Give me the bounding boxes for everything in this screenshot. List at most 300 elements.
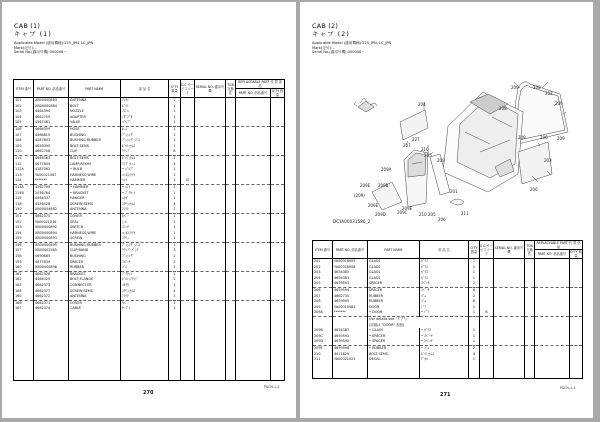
cell-qty: 1 xyxy=(169,306,181,312)
cell-part-no: 4662758 xyxy=(34,149,69,155)
cell-item: 157 xyxy=(14,248,34,254)
cell-part-no: 4654387 xyxy=(333,328,368,334)
cell-qty: 1 xyxy=(469,259,480,265)
parts-table-body xyxy=(14,98,285,381)
cell-qty: 1 xyxy=(469,265,480,271)
cell-qty: 1 xyxy=(169,231,181,237)
cell-qty: 2 xyxy=(469,294,480,300)
cell-jp-name: ﾊﾝｶﾞ xyxy=(121,196,169,202)
cell-part-name: ANTENNA xyxy=(69,98,121,104)
col-jp-name: 部 品 名 xyxy=(121,80,169,98)
svg-text:210: 210 xyxy=(419,212,427,217)
cell-item: 102 xyxy=(14,104,34,110)
cell-item: 116 xyxy=(14,202,34,208)
col-tgb: TGB 互換性 xyxy=(226,80,236,98)
cell-qty: 1 xyxy=(169,162,181,168)
cell-part-no: YA00021023 xyxy=(333,357,368,363)
cell-item: 165 xyxy=(14,294,34,300)
cell-jp-name: ﾊﾝﾏ xyxy=(121,178,169,184)
cell-qty: 1 xyxy=(169,271,181,277)
cell-jp-name: ｺﾞﾑ xyxy=(121,265,169,271)
cell-jp-name: ｺﾈｸﾀ xyxy=(121,283,169,289)
cell-item: 158 xyxy=(14,254,34,260)
cell-part-no: 4659595 xyxy=(333,299,368,305)
cell-part-name: CONNECTOR xyxy=(69,283,121,289)
diagram-code: DCYA00031586_2 xyxy=(333,219,371,224)
cell-jp-name: ﾌﾞﾗｹｯﾄ xyxy=(121,271,169,277)
cell-item: 209A xyxy=(313,310,333,316)
col-tgb: TGB 互換性 xyxy=(525,241,535,259)
svg-text:209C: 209C xyxy=(397,210,408,215)
cell-jp-name: ｶﾞﾗｽ xyxy=(420,270,469,276)
cell-qty: 1 xyxy=(169,115,181,121)
cell-part-no: YA00018908 xyxy=(333,265,368,271)
cell-part-name: GLASS xyxy=(368,259,420,265)
table-filler xyxy=(313,363,583,379)
cell-jp-name: ﾊｰﾈｽ;ﾜｲﾔ xyxy=(121,231,169,237)
cell-item: 209D xyxy=(313,339,333,345)
cell-item: 205 xyxy=(313,281,333,287)
catalog-page-271 xyxy=(300,2,593,418)
cell-part-name: BUSHING xyxy=(69,133,121,139)
cell-item: 107 xyxy=(14,133,34,139)
cell-qty: 6 xyxy=(169,149,181,155)
cell-qty: 1 xyxy=(169,300,181,306)
mark: Mark(記号): - xyxy=(14,45,37,50)
cell-qty: 6 xyxy=(469,287,480,293)
cell-item: 162 xyxy=(14,277,34,283)
cell-part-name: BUSHING xyxy=(69,254,121,260)
cell-jp-name: ﾌﾞｯｼﾝｸﾞ xyxy=(121,133,169,139)
cell-part-name: LAMP;ROOM xyxy=(69,162,121,168)
cell-item: 210 xyxy=(313,352,333,358)
cell-qty: 1 xyxy=(169,167,181,173)
cell-part-name: RUBBER xyxy=(69,265,121,271)
cell-part-no: XB00000884 xyxy=(34,104,69,110)
cell-jp-name: ﾌﾞｯｼﾝｸﾞ;ｺﾞﾑ xyxy=(121,138,169,144)
svg-text:208: 208 xyxy=(499,106,507,111)
cell-part-name: • BULB xyxy=(69,167,121,173)
cab-exploded-diagram xyxy=(300,2,593,242)
section-title-jp: キャブ (1) xyxy=(14,30,52,38)
cell-part-name: VALVE xyxy=(69,120,121,126)
svg-text:209: 209 xyxy=(555,101,563,106)
cell-jp-name: ﾃﾞｶﾙ xyxy=(420,357,469,363)
cell-part-name: SCREW xyxy=(69,236,121,242)
page-code: P0CN-1-2 xyxy=(560,386,576,390)
cell-qty: 1 xyxy=(169,138,181,144)
parts-table xyxy=(13,79,285,381)
cell-item: 109 xyxy=(14,144,34,150)
svg-text:209: 209 xyxy=(511,85,519,90)
cell-part-no: 4287803 xyxy=(34,138,69,144)
cell-part-no: 4662374 xyxy=(34,306,69,312)
cell-part-name: BOLT;SEMS xyxy=(69,155,121,161)
cell-item: 156 xyxy=(14,242,34,248)
cell-part-no: XB00002565 xyxy=(34,248,69,254)
cell-qty: 1 xyxy=(169,184,181,190)
cell-jp-name: • ﾄﾞｱ xyxy=(420,310,469,316)
table-filler xyxy=(14,312,285,381)
cell-jp-name: ｽﾍﾟｰｻ xyxy=(420,287,469,293)
cell-qty: 1 xyxy=(469,310,480,316)
cell-part-no: XB00000895 xyxy=(34,242,69,248)
col-part-name: PART NAME xyxy=(69,80,121,98)
cell-qty: 2 xyxy=(169,219,181,225)
cell-part-no: 4464337 xyxy=(34,196,69,202)
cell-item: 164 xyxy=(14,289,34,295)
cell-part-no: 4658095 xyxy=(34,144,69,150)
cell-part-no: 4411829 xyxy=(333,352,368,358)
section-title-jp: キャブ (2) xyxy=(312,30,350,38)
cell-part-no: 4662373 xyxy=(34,283,69,289)
cell-part-no: XB00000893 xyxy=(34,236,69,242)
cell-item: 153 xyxy=(14,225,34,231)
cell-jp-name: ﾊﾞﾙﾌﾞ xyxy=(121,120,169,126)
cell-part-no: 4662370 xyxy=(34,213,69,219)
svg-text:209E: 209E xyxy=(360,183,371,188)
cell-part-name: ADAPTER xyxy=(69,115,121,121)
cell-part-no: XB00000894 xyxy=(34,231,69,237)
cell-item: 114A xyxy=(14,184,34,190)
cell-part-name: HANGER xyxy=(69,196,121,202)
col-part-no: PART NO. 部品番号 xyxy=(333,241,368,259)
col-item: ITEM 番号 xyxy=(14,80,34,98)
cell-item: 105 xyxy=(14,120,34,126)
parts-table xyxy=(312,240,583,379)
col-qty: Q'TY 数量 xyxy=(169,80,181,98)
cell-part-name: BOLT xyxy=(69,104,121,110)
cell-part-name: • BRACKET xyxy=(69,191,121,197)
cell-part-name: • DOOR xyxy=(368,310,420,316)
cell-qty: 1 xyxy=(169,196,181,202)
cell-part-name: SPACER xyxy=(368,281,420,287)
svg-text:202: 202 xyxy=(545,91,553,96)
cell-qty: 3 xyxy=(169,248,181,254)
catalog-page-270 xyxy=(2,2,296,418)
cell-part-no: 4367481 xyxy=(34,120,69,126)
col-serial: SERIAL NO. 適用号機 xyxy=(195,80,226,98)
cell-item: 161 xyxy=(14,271,34,277)
parts-table-body xyxy=(313,259,583,379)
cell-part-name: (for details see "ドア") xyxy=(368,316,469,322)
cell-item: 209E xyxy=(313,345,333,351)
cell-item: 103 xyxy=(14,109,34,115)
cell-part-no: 4659593 xyxy=(333,281,368,287)
cell-qty: 1 xyxy=(169,191,181,197)
cell-part-name: HARNESS;WIRE xyxy=(69,231,121,237)
cell-item: 159 xyxy=(14,260,34,266)
cell-item: 115 xyxy=(14,196,34,202)
cell-part-name: BUSHING;RUBBER xyxy=(69,242,121,248)
cell-qty: 1 xyxy=(469,270,480,276)
cell-qty: 1 xyxy=(169,144,181,150)
cell-part-no: 4666359 xyxy=(34,126,69,132)
cell-part-no: YA00018909 xyxy=(333,259,368,265)
cell-qty: 1 xyxy=(169,104,181,110)
cell-jp-name: ｺﾞﾑ xyxy=(420,294,469,300)
cell-jp-name: ｹｰﾌﾞﾙ xyxy=(121,306,169,312)
col-rep-part-no: PART NO. 部品番号 xyxy=(236,89,271,98)
page-header xyxy=(14,22,93,55)
cell-jp-name: • ｽﾍﾟｰｻ xyxy=(420,339,469,345)
section-title-en: CAB (2) xyxy=(312,22,339,30)
cell-qty: 1 xyxy=(169,126,181,132)
cell-jp-name: • ｺﾞﾑ xyxy=(420,345,469,351)
cell-part-name: RUBBER xyxy=(368,294,420,300)
cell-jp-name: ﾊｰﾈｽ;ﾜｲﾔ xyxy=(121,173,169,179)
cell-qty: 2 xyxy=(169,254,181,260)
cell-part-name: HOSE xyxy=(69,126,121,132)
svg-text:210: 210 xyxy=(421,147,429,152)
cell-qty: 2 xyxy=(469,281,480,287)
cell-jp-name: ｽﾍﾟｰｻ xyxy=(121,260,169,266)
cell-jp-name: ﾌﾞｯｼﾝｸﾞ;ｺﾞﾑ xyxy=(121,242,169,248)
cell-part-name: ANTENNA xyxy=(69,294,121,300)
cell-qty: 1 xyxy=(469,328,480,334)
cell-qty: 1 xyxy=(469,339,480,345)
svg-text:209E: 209E xyxy=(368,203,379,208)
cell-item: 112A xyxy=(14,167,34,173)
cell-jp-name: ｶﾞﾗｽ xyxy=(420,276,469,282)
cell-part-name: COVER xyxy=(69,213,121,219)
cell-item: 113 xyxy=(14,173,34,179)
cell-jp-name: ｸﾘｯﾌﾟ;ﾊﾞﾝﾄﾞ xyxy=(121,248,169,254)
cell-qty: 1 xyxy=(169,133,181,139)
svg-text:204: 204 xyxy=(418,102,426,107)
cell-jp-name: ｽﾍﾟｰｻ xyxy=(420,281,469,287)
cell-jp-name: • ｶﾞﾗｽ xyxy=(420,328,469,334)
cell-jp-name: ﾄﾞｱ xyxy=(420,305,469,311)
svg-text:206: 206 xyxy=(438,217,446,222)
cell-item: 209 xyxy=(313,305,333,311)
cell-part-no: 4666363 xyxy=(34,155,69,161)
col-sc: S.C サービスコード xyxy=(181,80,195,98)
mark: Mark(記号): - xyxy=(312,45,335,50)
cell-jp-name: ﾌﾞｯｼﾝｸﾞ xyxy=(121,254,169,260)
page-number: 270 xyxy=(143,390,154,396)
cell-jp-name: ｱﾝﾃﾅ xyxy=(121,294,169,300)
cell-qty: 1 xyxy=(169,213,181,219)
col-part-name: PART NAME xyxy=(368,241,420,259)
cell-item: 209B xyxy=(313,328,333,334)
cell-part-name: CLIP xyxy=(69,149,121,155)
cell-qty: 1 xyxy=(169,98,181,104)
cell-sc: B xyxy=(181,178,195,184)
cell-qty: 1 xyxy=(169,155,181,161)
cell-item: 206 xyxy=(313,287,333,293)
cell-sc: B xyxy=(480,310,494,316)
cell-qty: 4 xyxy=(469,352,480,358)
cell-part-no: 4187063 xyxy=(34,167,69,173)
cell-qty: 4 xyxy=(169,202,181,208)
col-serial: SERIAL NO. 適用号機 xyxy=(494,241,525,259)
cell-item: 108 xyxy=(14,138,34,144)
svg-text:209D: 209D xyxy=(375,212,386,217)
cell-part-name: BOLT;SEMS xyxy=(69,144,121,150)
cell-jp-name: ｱﾀﾞﾌﾟﾀ xyxy=(121,115,169,121)
cell-part-name: ANTENNA xyxy=(69,207,121,213)
col-replaceable: REPLACEABLE PART 代 替 部 品 xyxy=(535,241,583,250)
svg-text:208: 208 xyxy=(533,85,541,90)
orientation-icon xyxy=(354,98,377,112)
cell-part-name: BOLT;SEMS xyxy=(368,352,420,358)
cell-item: 166 xyxy=(14,300,34,306)
svg-text:209: 209 xyxy=(557,136,565,141)
cell-part-no: 4654383 xyxy=(333,276,368,282)
cell-part-no: 4464329 xyxy=(34,277,69,283)
cell-part-name: DECAL xyxy=(368,357,420,363)
cell-part-name: CABLE xyxy=(69,306,121,312)
cell-part-name: SPACER xyxy=(368,287,420,293)
cell-part-no: 4659592 xyxy=(333,339,368,345)
cell-part-no: 4654385 xyxy=(333,270,368,276)
cell-item: 202 xyxy=(313,265,333,271)
cell-jp-name: ｶﾞﾗｽ xyxy=(420,265,469,271)
cell-qty: 1 xyxy=(469,334,480,340)
cell-jp-name: ｱﾝﾃﾅ xyxy=(121,207,169,213)
svg-text:206: 206 xyxy=(530,187,538,192)
cell-part-name: SPACER xyxy=(69,260,121,266)
cell-jp-name: ｽｸﾘｭ;ｾﾑｽ xyxy=(121,202,169,208)
cell-qty: 2 xyxy=(169,260,181,266)
cell-jp-name: ｽｲｯﾁ xyxy=(121,225,169,231)
cell-item: 163 xyxy=(14,283,34,289)
cell-jp-name: ﾉｽﾞﾙ xyxy=(121,109,169,115)
cell-part-name: SCREW;SEMS xyxy=(69,289,121,295)
cell-item: 154 xyxy=(14,231,34,237)
cell-part-no: 4662372 xyxy=(34,294,69,300)
serial-no: Serial No.(適用号機):300008~ xyxy=(14,50,67,55)
cell-qty: 6 xyxy=(469,299,480,305)
cell-part-no: YA00010481 xyxy=(333,305,368,311)
cell-jp-name: ﾗﾝﾌﾟ;ﾙｰﾑ xyxy=(121,162,169,168)
cell-part-no: 4659596 xyxy=(333,345,368,351)
cell-jp-name: ﾎﾞﾙﾄ;ｾﾑｽ xyxy=(121,144,169,150)
cell-part-name: BRACKET xyxy=(69,271,121,277)
cell-qty: 1 xyxy=(169,225,181,231)
cell-jp-name: ｺﾞﾑ xyxy=(420,299,469,305)
cell-item: 203 xyxy=(313,270,333,276)
cell-part-name: BUSHING;RUBBER xyxy=(69,138,121,144)
cell-item: 207 xyxy=(313,294,333,300)
cell-part-no: 4362790 xyxy=(34,184,69,190)
svg-text:203: 203 xyxy=(544,158,552,163)
cell-jp-name: ｸﾘｯﾌﾟ xyxy=(121,149,169,155)
col-rep-qty: Q'TY 数量 xyxy=(570,250,582,258)
cell-item: 201 xyxy=(313,259,333,265)
col-part-no: PART NO. 部品番号 xyxy=(34,80,69,98)
svg-text:209: 209 xyxy=(437,158,445,163)
cell-part-no: XB00000896 xyxy=(34,265,69,271)
svg-text:209: 209 xyxy=(518,135,526,140)
cell-part-no: YA00021016 xyxy=(34,219,69,225)
cell-part-no: 4677809 xyxy=(34,162,69,168)
svg-text:209A: 209A xyxy=(381,167,392,172)
cell-item: 111 xyxy=(14,155,34,161)
cell-part-name: • HAMMER xyxy=(69,184,121,190)
cell-part-no: 4659594 xyxy=(333,287,368,293)
cell-item: 151 xyxy=(14,213,34,219)
svg-text:206: 206 xyxy=(540,135,548,140)
cell-item: 160 xyxy=(14,265,34,271)
cell-jp-name: ｽｸﾘｭ xyxy=(121,236,169,242)
cell-item: 152 xyxy=(14,219,34,225)
cell-qty: 1 xyxy=(169,265,181,271)
cell-part-name: COVER xyxy=(69,300,121,306)
cell-qty: 1 xyxy=(469,357,480,363)
cell-part-no: ******* xyxy=(333,310,368,316)
cell-part-no: 4456428 xyxy=(34,202,69,208)
cell-part-no: 4662759 xyxy=(34,115,69,121)
col-replaceable: REPLACEABLE PART 代 替 部 品 xyxy=(236,80,285,89)
cell-jp-name: ﾎｰｽ xyxy=(121,126,169,132)
cell-jp-name: ｶﾞﾗｽ xyxy=(420,259,469,265)
cell-qty: 1 xyxy=(169,120,181,126)
cell-qty: 2 xyxy=(469,345,480,351)
svg-text:(209): (209) xyxy=(354,193,365,198)
cell-qty: 1 xyxy=(169,236,181,242)
cell-item: 211 xyxy=(313,357,333,363)
cell-jp-name: ｽｸﾘｭ;ｾﾑｽ xyxy=(121,289,169,295)
cell-item: 112 xyxy=(14,162,34,168)
page-number: 271 xyxy=(440,392,451,398)
cell-item: 155 xyxy=(14,236,34,242)
cell-part-no: ******* xyxy=(34,178,69,184)
cell-item: 204 xyxy=(313,276,333,282)
cell-part-no: XB00000883 xyxy=(34,98,69,104)
cell-part-no: 4662376 xyxy=(34,271,69,277)
cell-part-name: (詳細は "DOOR" 参照) xyxy=(368,323,469,329)
cell-item: 150 xyxy=(14,207,34,213)
cell-jp-name: • ﾊﾝﾏ xyxy=(121,184,169,190)
cell-part-name: • SPACER xyxy=(368,334,420,340)
cell-jp-name: • ﾊﾞﾙﾌﾞ xyxy=(121,167,169,173)
cell-part-name: NOZZLE xyxy=(69,109,121,115)
cell-part-name: HAMMER xyxy=(69,178,121,184)
cell-part-name: GLASS xyxy=(368,265,420,271)
cell-qty: 1 xyxy=(169,109,181,115)
cell-qty: 1 xyxy=(169,178,181,184)
col-item: ITEM 番号 xyxy=(313,241,333,259)
cell-jp-name: ﾎﾞﾙﾄ xyxy=(121,104,169,110)
col-sc: S.C サービスコード xyxy=(480,241,494,259)
svg-text:205: 205 xyxy=(424,153,432,158)
cell-part-name: SCREW;SEMS xyxy=(69,202,121,208)
col-qty: Q'TY 数量 xyxy=(469,241,480,259)
svg-text:205: 205 xyxy=(428,212,436,217)
cell-part-name: RUBBER xyxy=(368,299,420,305)
cell-item: 110 xyxy=(14,149,34,155)
cell-part-name: DOOR xyxy=(368,305,420,311)
col-rep-qty: Q'TY 数量 xyxy=(271,89,284,97)
cell-part-no: 4662371 xyxy=(34,300,69,306)
cell-qty: 4 xyxy=(169,289,181,295)
cell-part-name: BOLT;FLANGE xyxy=(69,277,121,283)
cell-qty: 1 xyxy=(169,173,181,179)
cell-qty: 2 xyxy=(169,277,181,283)
svg-text:211: 211 xyxy=(461,211,469,216)
cell-part-name: GLASS xyxy=(368,276,420,282)
cell-item: 104 xyxy=(14,115,34,121)
cell-part-name: • RUBBER xyxy=(368,345,420,351)
cell-part-no: 4662735 xyxy=(333,294,368,300)
cell-qty: 1 xyxy=(169,242,181,248)
cell-jp-name: ﾎﾞﾙﾄ;ｾﾑｽ xyxy=(121,155,169,161)
cell-jp-name: ｶﾊﾞｰ xyxy=(121,300,169,306)
cell-part-name: SEAL xyxy=(69,219,121,225)
cell-item: 114 xyxy=(14,178,34,184)
